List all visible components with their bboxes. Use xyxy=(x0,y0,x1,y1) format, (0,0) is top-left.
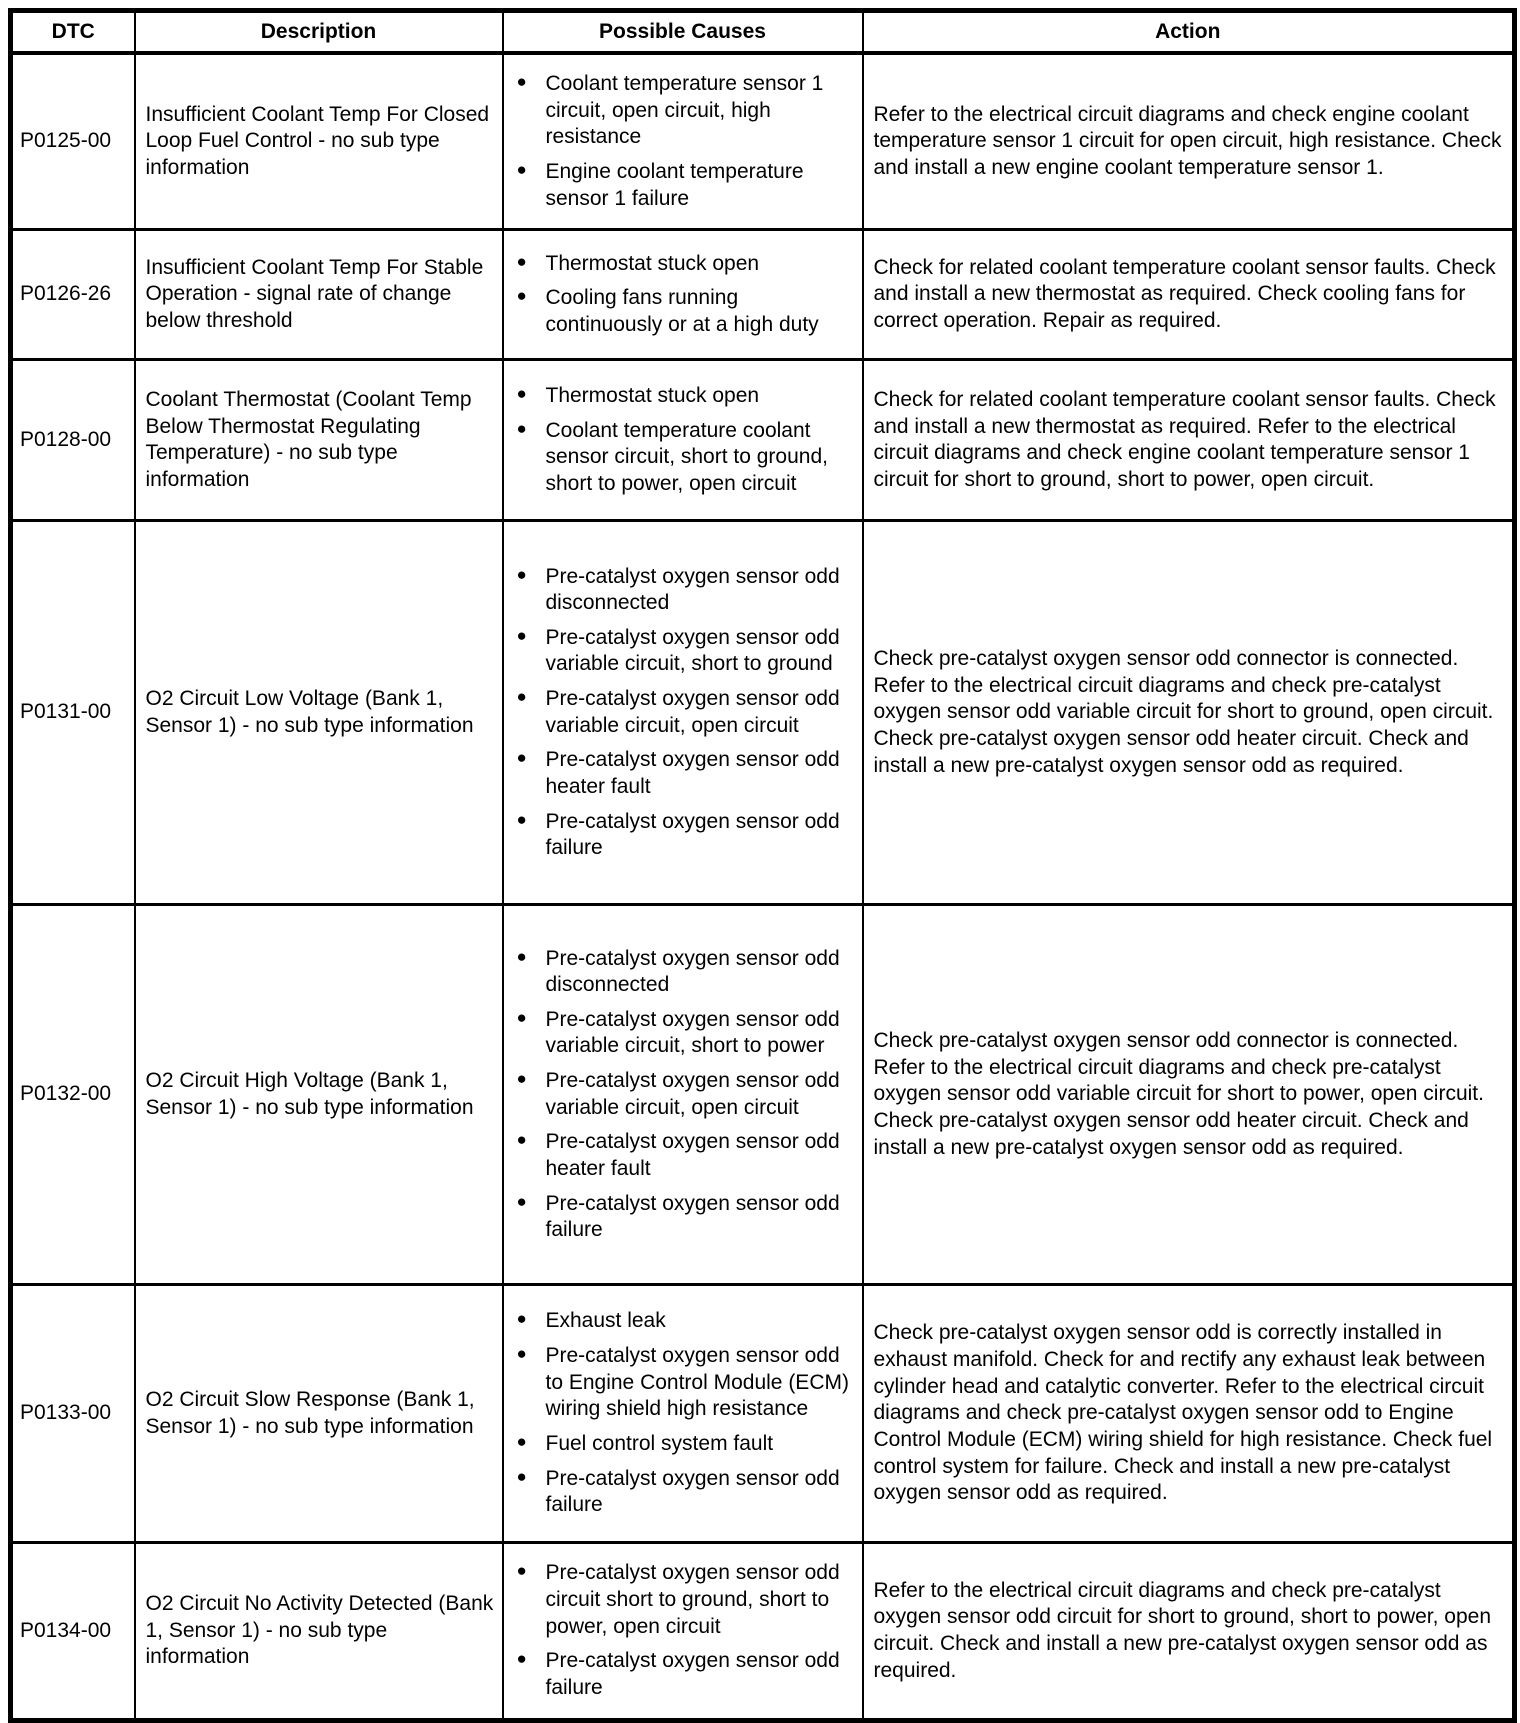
action-text: Refer to the electrical circuit diagrams and check engine coolant temperature sensor 1 circuit for open circuit, high resistance. Check and install a new engine coolant temperature sensor 1. xyxy=(863,53,1515,230)
action-text: Check pre-catalyst oxygen sensor odd connector is connected. Refer to the electrical circuit diagrams and check pre-catalyst oxygen sensor odd variable circuit for short to power, open circuit. Check pre-catalyst oxygen sensor odd heater circuit. Check and install a new pre-catalyst oxygen sensor odd as required. xyxy=(863,905,1515,1285)
cause-item: ● Thermostat stuck open xyxy=(504,251,860,278)
cause-item: ● Pre-catalyst oxygen sensor odd failure xyxy=(504,1191,860,1244)
dtc-code: P0126-26 xyxy=(11,230,135,360)
action-text: Check pre-catalyst oxygen sensor odd is correctly installed in exhaust manifold. Check for and rectify any exhaust leak between cylinder head and catalytic converter. Refer to the electrical circuit diagrams and check pre-catalyst oxygen sensor odd to Engine Control Module (ECM) wiring shield for high resistance. Check fuel control system for failure. Check and install a new pre-catalyst oxygen sensor odd as required. xyxy=(863,1285,1515,1543)
cause-item: ● Pre-catalyst oxygen sensor odd heater fault xyxy=(504,747,860,800)
dtc-code: P0132-00 xyxy=(11,905,135,1285)
action-text: Check for related coolant temperature coolant sensor faults. Check and install a new thermostat as required. Refer to the electrical circuit diagrams and check engine coolant temperature sensor 1 circuit for short to ground, short to power, open circuit. xyxy=(863,360,1515,521)
causes-list xyxy=(504,251,860,339)
possible-causes-cell xyxy=(503,905,863,1285)
table-row xyxy=(11,230,1515,360)
possible-causes-cell xyxy=(503,230,863,360)
cause-item: ● Pre-catalyst oxygen sensor odd circuit short to ground, short to power, open circuit xyxy=(504,1560,860,1640)
dtc-description: O2 Circuit Slow Response (Bank 1, Sensor 1) - no sub type information xyxy=(135,1285,503,1543)
possible-causes-cell xyxy=(503,1285,863,1543)
action-text: Check pre-catalyst oxygen sensor odd connector is connected. Refer to the electrical circuit diagrams and check pre-catalyst oxygen sensor odd variable circuit for short to ground, open circuit. Check pre-catalyst oxygen sensor odd heater circuit. Check and install a new pre-catalyst oxygen sensor odd as required. xyxy=(863,521,1515,905)
dtc-description: Insufficient Coolant Temp For Closed Loop Fuel Control - no sub type information xyxy=(135,53,503,230)
column-header-dtc: DTC xyxy=(11,11,135,54)
table-row xyxy=(11,521,1515,905)
dtc-code: P0133-00 xyxy=(11,1285,135,1543)
action-text: Refer to the electrical circuit diagrams and check pre-catalyst oxygen sensor odd circuit for short to ground, short to power, open circuit. Check and install a new pre-catalyst oxygen sensor odd as required. xyxy=(863,1543,1515,1720)
column-header-action: Action xyxy=(863,11,1515,54)
cause-item: ● Pre-catalyst oxygen sensor odd variable circuit, short to power xyxy=(504,1007,860,1060)
dtc-code: P0128-00 xyxy=(11,360,135,521)
cause-item: ● Thermostat stuck open xyxy=(504,383,860,410)
causes-list xyxy=(504,1560,860,1701)
cause-item: ● Coolant temperature coolant sensor circuit, short to ground, short to power, open circuit xyxy=(504,418,860,498)
cause-item: ● Pre-catalyst oxygen sensor odd heater fault xyxy=(504,1129,860,1182)
dtc-description: O2 Circuit Low Voltage (Bank 1, Sensor 1) - no sub type information xyxy=(135,521,503,905)
header-row xyxy=(11,11,1515,54)
dtc-code: P0125-00 xyxy=(11,53,135,230)
dtc-code: P0134-00 xyxy=(11,1543,135,1720)
dtc-description: Coolant Thermostat (Coolant Temp Below Thermostat Regulating Temperature) - no sub type information xyxy=(135,360,503,521)
possible-causes-cell xyxy=(503,1543,863,1720)
cause-item: ● Fuel control system fault xyxy=(504,1431,860,1458)
causes-list xyxy=(504,71,860,212)
possible-causes-cell xyxy=(503,53,863,230)
table-row xyxy=(11,53,1515,230)
dtc-table xyxy=(8,8,1517,1723)
dtc-code: P0131-00 xyxy=(11,521,135,905)
causes-list xyxy=(504,946,860,1245)
cause-item: ● Pre-catalyst oxygen sensor odd failure xyxy=(504,1648,860,1701)
causes-list xyxy=(504,564,860,863)
cause-item: ● Pre-catalyst oxygen sensor odd disconnected xyxy=(504,564,860,617)
causes-list xyxy=(504,1308,860,1519)
table-row xyxy=(11,1285,1515,1543)
dtc-description: O2 Circuit No Activity Detected (Bank 1, Sensor 1) - no sub type information xyxy=(135,1543,503,1720)
cause-item: ● Pre-catalyst oxygen sensor odd disconnected xyxy=(504,946,860,999)
column-header-possible-causes: Possible Causes xyxy=(503,11,863,54)
cause-item: ● Pre-catalyst oxygen sensor odd variable circuit, short to ground xyxy=(504,625,860,678)
table-row xyxy=(11,1543,1515,1720)
cause-item: ● Pre-catalyst oxygen sensor odd variable circuit, open circuit xyxy=(504,686,860,739)
table-row xyxy=(11,905,1515,1285)
cause-item: ● Pre-catalyst oxygen sensor odd to Engine Control Module (ECM) wiring shield high resistance xyxy=(504,1343,860,1423)
dtc-description: Insufficient Coolant Temp For Stable Operation - signal rate of change below threshold xyxy=(135,230,503,360)
cause-item: ● Pre-catalyst oxygen sensor odd failure xyxy=(504,1466,860,1519)
cause-item: ● Cooling fans running continuously or at a high duty xyxy=(504,285,860,338)
possible-causes-cell xyxy=(503,360,863,521)
cause-item: ● Exhaust leak xyxy=(504,1308,860,1335)
cause-item: ● Coolant temperature sensor 1 circuit, open circuit, high resistance xyxy=(504,71,860,151)
cause-item: ● Pre-catalyst oxygen sensor odd variable circuit, open circuit xyxy=(504,1068,860,1121)
table-row xyxy=(11,360,1515,521)
cause-item: ● Engine coolant temperature sensor 1 failure xyxy=(504,159,860,212)
possible-causes-cell xyxy=(503,521,863,905)
column-header-description: Description xyxy=(135,11,503,54)
cause-item: ● Pre-catalyst oxygen sensor odd failure xyxy=(504,809,860,862)
dtc-description: O2 Circuit High Voltage (Bank 1, Sensor 1) - no sub type information xyxy=(135,905,503,1285)
causes-list xyxy=(504,383,860,498)
action-text: Check for related coolant temperature coolant sensor faults. Check and install a new thermostat as required. Check cooling fans for correct operation. Repair as required. xyxy=(863,230,1515,360)
